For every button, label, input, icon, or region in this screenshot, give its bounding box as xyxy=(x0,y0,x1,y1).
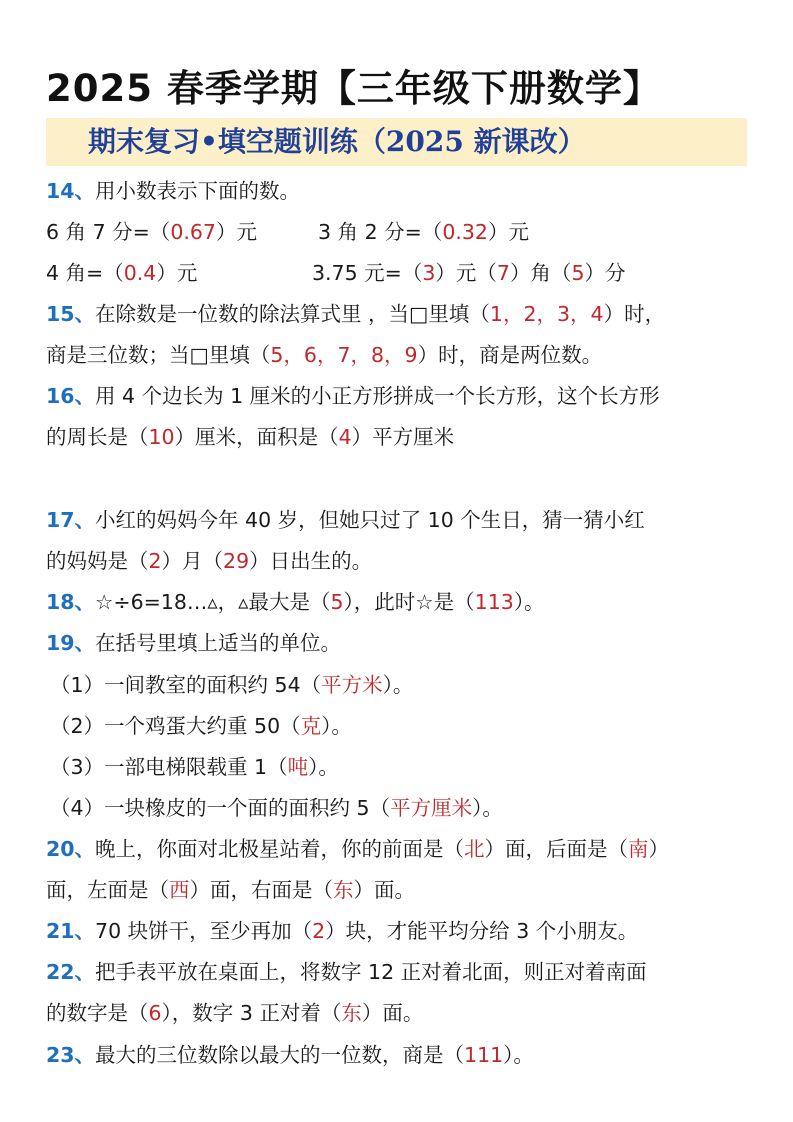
question-16-line-2 xyxy=(46,423,454,451)
answer: 2 xyxy=(148,549,162,573)
answer: 7 xyxy=(496,261,510,285)
question-21 xyxy=(46,917,638,945)
question-text: 在括号里填上适当的单位。 xyxy=(95,631,342,655)
answer: 1，2，3，4 xyxy=(489,302,604,326)
q14-item-1-unit: ）元 xyxy=(215,220,257,244)
q19-sub-2 xyxy=(50,712,352,740)
answer: 北 xyxy=(464,837,485,861)
answer: 29 xyxy=(223,549,250,573)
question-text: ）块，才能平均分给 3 个小朋友。 xyxy=(325,919,639,943)
sub-question-text: ）。 xyxy=(382,673,414,697)
q14-item-1 xyxy=(46,218,257,246)
answer: 东 xyxy=(341,1001,362,1025)
question-number: 17 xyxy=(46,508,75,532)
q14-item-3-text: 4 角=（ xyxy=(46,261,124,285)
question-separator: 、 xyxy=(74,631,96,655)
answer: 0.67 xyxy=(170,220,216,244)
q14-item-3 xyxy=(46,259,197,287)
question-number: 20 xyxy=(46,837,75,861)
question-text: 的数字是（ xyxy=(46,1001,149,1025)
question-separator: 、 xyxy=(74,179,96,203)
question-text: 用 4 个边长为 1 厘米的小正方形拼成一个长方形，这个长方形 xyxy=(95,384,660,408)
q19-sub-4 xyxy=(50,794,503,822)
question-number: 21 xyxy=(46,919,75,943)
answer: 3 xyxy=(422,261,436,285)
q14-item-4-unit: ）分 xyxy=(584,261,626,285)
question-separator: 、 xyxy=(74,302,96,326)
question-number: 22 xyxy=(46,960,75,984)
question-20-line-2 xyxy=(46,876,415,904)
question-18 xyxy=(46,588,545,616)
question-text: ）。 xyxy=(503,1043,534,1067)
question-16 xyxy=(46,382,660,410)
question-19 xyxy=(46,629,341,657)
answer: 平方厘米 xyxy=(390,796,473,820)
question-text: ） xyxy=(648,837,670,861)
question-15-line-2 xyxy=(46,341,602,369)
q14-item-3-unit: ）元 xyxy=(156,261,198,285)
sub-question-text: ）。 xyxy=(472,796,503,820)
question-text: 70 块饼干，至少再加（ xyxy=(95,919,313,943)
question-text: 面，左面是（ xyxy=(46,878,169,902)
sub-question-text: （3）一部电梯限载重 1（ xyxy=(50,755,288,779)
question-separator: 、 xyxy=(74,384,96,408)
question-22 xyxy=(46,958,647,986)
question-23 xyxy=(46,1041,534,1069)
answer: 吨 xyxy=(287,755,309,779)
question-14 xyxy=(46,177,300,205)
question-text: ）。 xyxy=(513,590,545,614)
answer: 克 xyxy=(300,714,322,738)
page-title: 2025 春季学期【三年级下册数学】 xyxy=(46,67,661,110)
answer: 南 xyxy=(628,837,649,861)
question-separator: 、 xyxy=(74,960,96,984)
question-text: 小红的妈妈今年 40 岁，但她只过了 10 个生日，猜一猜小红 xyxy=(95,508,645,532)
question-separator: 、 xyxy=(74,590,96,614)
q14-item-2 xyxy=(318,218,529,246)
question-text: 的周长是（ xyxy=(46,425,149,449)
question-text: ）面，右面是（ xyxy=(189,878,333,902)
answer: 0.4 xyxy=(123,261,157,285)
sub-question-text: （4）一块橡皮的一个面的面积约 5（ xyxy=(50,796,391,820)
q14-item-4-text: 3.75 元=（ xyxy=(312,261,423,285)
answer: 5，6，7，8，9 xyxy=(270,343,418,367)
question-text: 的妈妈是（ xyxy=(46,549,149,573)
question-number: 16 xyxy=(46,384,75,408)
sub-question-text: （1）一间教室的面积约 54（ xyxy=(50,673,322,697)
q14-item-2-unit: ）元 xyxy=(487,220,529,244)
question-17-line-2 xyxy=(46,547,372,575)
question-text: 把手表平放在桌面上，将数字 12 正对着北面，则正对着南面 xyxy=(95,960,647,984)
sub-question-text: （2）一个鸡蛋大约重 50（ xyxy=(50,714,301,738)
question-text: ）面。 xyxy=(361,1001,424,1025)
question-text: 晚上，你面对北极星站着，你的前面是（ xyxy=(95,837,465,861)
sub-question-text: ）。 xyxy=(308,755,339,779)
question-20 xyxy=(46,835,669,863)
answer: 6 xyxy=(148,1001,162,1025)
q19-sub-3 xyxy=(50,753,339,781)
question-text: 用小数表示下面的数。 xyxy=(95,179,301,203)
question-15 xyxy=(46,300,665,328)
question-text: ），数字 3 正对着（ xyxy=(161,1001,342,1025)
question-text: 在除数是一位数的除法算式里 ，当□里填（ xyxy=(95,302,490,326)
question-text: ）时，商是两位数。 xyxy=(417,343,603,367)
answer: 平方米 xyxy=(321,673,383,697)
q14-item-4 xyxy=(312,259,625,287)
page-subtitle: 期末复习•填空题训练（2025 新课改） xyxy=(88,125,586,158)
question-number: 23 xyxy=(46,1043,75,1067)
question-text: ）时， xyxy=(603,302,666,326)
question-text: ）厘米，面积是（ xyxy=(174,425,339,449)
q14-item-2-text: 3 角 2 分=（ xyxy=(318,220,443,244)
question-text: 商是三位数；当□里填（ xyxy=(46,343,271,367)
q14-item-1-text: 6 角 7 分=（ xyxy=(46,220,171,244)
question-text: ）平方厘米 xyxy=(351,425,455,449)
question-number: 15 xyxy=(46,302,75,326)
answer: 5 xyxy=(330,590,344,614)
answer: 西 xyxy=(169,878,190,902)
question-number: 19 xyxy=(46,631,75,655)
question-separator: 、 xyxy=(74,508,96,532)
question-text: ☆÷6=18…▵，▵最大是（ xyxy=(95,590,331,614)
answer: 东 xyxy=(333,878,354,902)
question-text: ）月（ xyxy=(161,549,224,573)
question-separator: 、 xyxy=(74,837,96,861)
q19-sub-1 xyxy=(50,671,413,699)
answer: 111 xyxy=(464,1043,504,1067)
question-17 xyxy=(46,506,645,534)
question-22-line-2 xyxy=(46,999,423,1027)
question-text: 最大的三位数除以最大的一位数，商是（ xyxy=(95,1043,465,1067)
answer: 10 xyxy=(148,425,175,449)
question-separator: 、 xyxy=(74,919,96,943)
q14-item-4-text: ）角（ xyxy=(509,261,572,285)
answer: 0.32 xyxy=(442,220,488,244)
answer: 2 xyxy=(312,919,326,943)
question-text: ）面，后面是（ xyxy=(484,837,629,861)
answer: 5 xyxy=(571,261,585,285)
answer: 113 xyxy=(474,590,514,614)
question-separator: 、 xyxy=(74,1043,96,1067)
answer: 4 xyxy=(338,425,352,449)
question-text: ），此时☆是（ xyxy=(343,590,475,614)
q14-item-4-text: ）元（ xyxy=(435,261,497,285)
question-number: 14 xyxy=(46,179,75,203)
question-text: ）面。 xyxy=(353,878,415,902)
question-text: ）日出生的。 xyxy=(249,549,373,573)
question-number: 18 xyxy=(46,590,75,614)
sub-question-text: ）。 xyxy=(321,714,352,738)
